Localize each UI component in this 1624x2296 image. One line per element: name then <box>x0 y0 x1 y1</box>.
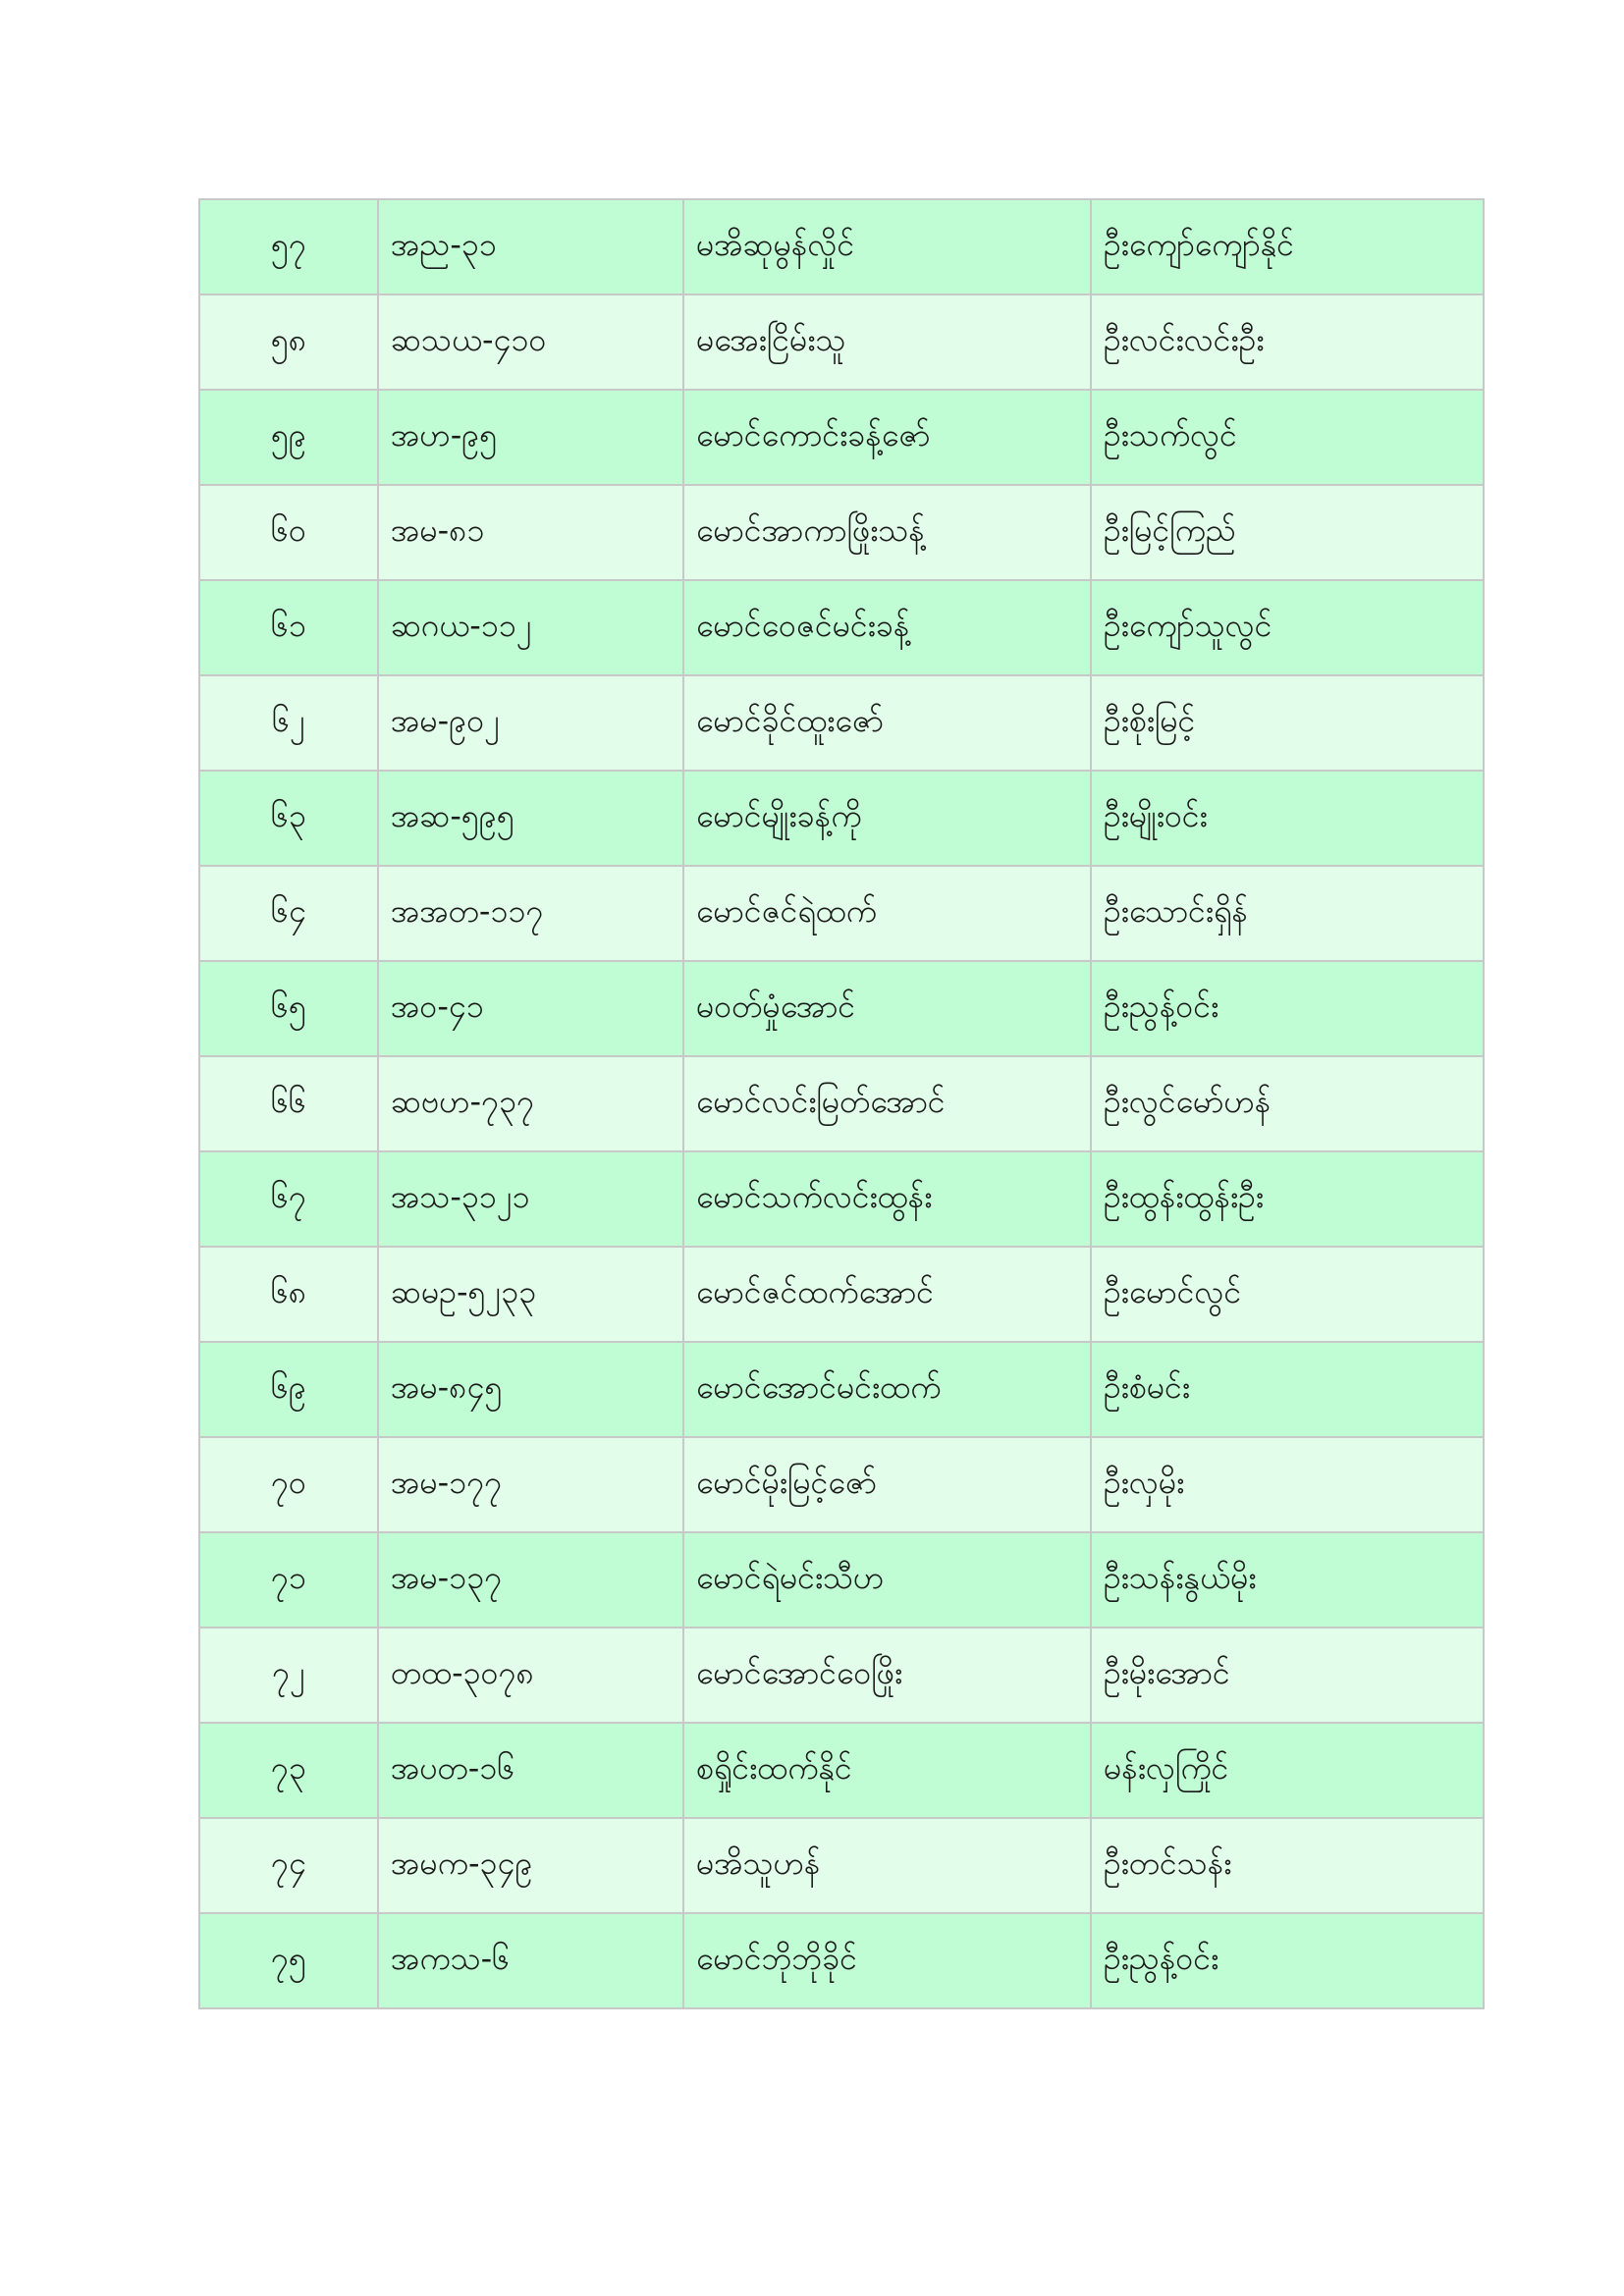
roll-number-cell: အဝ-၄၁ <box>378 961 683 1056</box>
father-name-cell: ဦးမိုးအောင် <box>1091 1628 1484 1723</box>
student-name-cell: မောင်ဘိုဘိုခိုင် <box>683 1913 1091 2008</box>
father-name-cell: ဦးမျိုးဝင်း <box>1091 771 1484 866</box>
student-name-cell: မောင်ခိုင်ထူးဇော် <box>683 675 1091 771</box>
table-row <box>199 866 1484 961</box>
father-name-cell: ဦးတင်သန်း <box>1091 1818 1484 1913</box>
table-row <box>199 294 1484 390</box>
father-name-cell: ဦးမောင်လွင် <box>1091 1247 1484 1342</box>
serial-number-cell: ၆၉ <box>199 1342 378 1437</box>
father-name-cell: ဦးထွန်းထွန်းဦး <box>1091 1151 1484 1247</box>
serial-number-cell: ၇၂ <box>199 1628 378 1723</box>
father-name-cell: ဦးစံမင်း <box>1091 1342 1484 1437</box>
serial-number-cell: ၅၇ <box>199 199 378 294</box>
roll-number-cell: အပတ-၁၆ <box>378 1723 683 1818</box>
father-name-cell: ဦးညွန့်ဝင်း <box>1091 1913 1484 2008</box>
roll-number-cell: အမ-၉၀၂ <box>378 675 683 771</box>
table-row <box>199 580 1484 675</box>
serial-number-cell: ၅၈ <box>199 294 378 390</box>
father-name-cell: ဦးသက်လွင် <box>1091 390 1484 485</box>
table-row <box>199 1532 1484 1628</box>
student-name-cell: မောင်လင်းမြတ်အောင် <box>683 1056 1091 1151</box>
serial-number-cell: ၆၇ <box>199 1151 378 1247</box>
roll-number-cell: ဆသယ-၄၁၀ <box>378 294 683 390</box>
student-name-cell: မအိဆုမွန်လှိုင် <box>683 199 1091 294</box>
student-table <box>198 198 1485 2009</box>
roll-number-cell: အအတ-၁၁၇ <box>378 866 683 961</box>
roll-number-cell: အဆ-၅၉၅ <box>378 771 683 866</box>
student-name-cell: မောင်မိုးမြင့်ဇော် <box>683 1437 1091 1532</box>
serial-number-cell: ၆၆ <box>199 1056 378 1151</box>
roll-number-cell: အဟ-၉၅ <box>378 390 683 485</box>
serial-number-cell: ၆၂ <box>199 675 378 771</box>
roll-number-cell: ဆဂယ-၁၁၂ <box>378 580 683 675</box>
serial-number-cell: ၆၁ <box>199 580 378 675</box>
student-name-cell: မအိသူဟန် <box>683 1818 1091 1913</box>
serial-number-cell: ၆၃ <box>199 771 378 866</box>
student-name-cell: မောင်မျိုးခန့်ကို <box>683 771 1091 866</box>
roll-number-cell: အမ-၈၄၅ <box>378 1342 683 1437</box>
serial-number-cell: ၆၄ <box>199 866 378 961</box>
roll-number-cell: တထ-၃၀၇၈ <box>378 1628 683 1723</box>
table-row <box>199 1628 1484 1723</box>
table-row <box>199 1723 1484 1818</box>
table-body <box>199 199 1484 2008</box>
roll-number-cell: ဆဗဟ-၇၃၇ <box>378 1056 683 1151</box>
student-name-cell: မောင်ဝေဇင်မင်းခန့် <box>683 580 1091 675</box>
table-row <box>199 390 1484 485</box>
father-name-cell: ဦးညွန့်ဝင်း <box>1091 961 1484 1056</box>
roll-number-cell: အည-၃၁ <box>378 199 683 294</box>
roll-number-cell: အမ-၁၃၇ <box>378 1532 683 1628</box>
serial-number-cell: ၇၅ <box>199 1913 378 2008</box>
student-name-cell: မောင်ဇင်ထက်အောင် <box>683 1247 1091 1342</box>
student-name-cell: မောင်အာကာဖြိုးသန့် <box>683 485 1091 580</box>
father-name-cell: ဦးလွင်မော်ဟန် <box>1091 1056 1484 1151</box>
student-name-cell: မောင်အောင်ဝေဖြိုး <box>683 1628 1091 1723</box>
student-name-cell: စရှိုင်းထက်နိုင် <box>683 1723 1091 1818</box>
serial-number-cell: ၅၉ <box>199 390 378 485</box>
serial-number-cell: ၆၅ <box>199 961 378 1056</box>
father-name-cell: ဦးကျော်ကျော်နိုင် <box>1091 199 1484 294</box>
student-name-cell: မောင်သက်လင်းထွန်း <box>683 1151 1091 1247</box>
serial-number-cell: ၇၄ <box>199 1818 378 1913</box>
father-name-cell: မန်းလှကြိုင် <box>1091 1723 1484 1818</box>
serial-number-cell: ၇၁ <box>199 1532 378 1628</box>
father-name-cell: ဦးစိုးမြင့် <box>1091 675 1484 771</box>
serial-number-cell: ၇၀ <box>199 1437 378 1532</box>
father-name-cell: ဦးသောင်းရှိန် <box>1091 866 1484 961</box>
table-row <box>199 485 1484 580</box>
roll-number-cell: ဆမဥ-၅၂၃၃ <box>378 1247 683 1342</box>
table-row <box>199 1342 1484 1437</box>
table-row <box>199 675 1484 771</box>
serial-number-cell: ၇၃ <box>199 1723 378 1818</box>
table-row <box>199 961 1484 1056</box>
table-row <box>199 1247 1484 1342</box>
roll-number-cell: အသ-၃၁၂၁ <box>378 1151 683 1247</box>
table-row <box>199 199 1484 294</box>
student-name-cell: မောင်ရဲမင်းသီဟ <box>683 1532 1091 1628</box>
table-row <box>199 1437 1484 1532</box>
father-name-cell: ဦးကျော်သူလွင် <box>1091 580 1484 675</box>
serial-number-cell: ၆၈ <box>199 1247 378 1342</box>
roll-number-cell: အကသ-၆ <box>378 1913 683 2008</box>
student-name-cell: မောင်ဇင်ရဲထက် <box>683 866 1091 961</box>
student-name-cell: မဝတ်မှုံအောင် <box>683 961 1091 1056</box>
serial-number-cell: ၆၀ <box>199 485 378 580</box>
father-name-cell: ဦးလင်းလင်းဦး <box>1091 294 1484 390</box>
table-row <box>199 1913 1484 2008</box>
roll-number-cell: အမက-၃၄၉ <box>378 1818 683 1913</box>
father-name-cell: ဦးလှမိုး <box>1091 1437 1484 1532</box>
table-row <box>199 1818 1484 1913</box>
father-name-cell: ဦးမြင့်ကြည် <box>1091 485 1484 580</box>
table-row <box>199 1056 1484 1151</box>
father-name-cell: ဦးသန်းနွယ်မိုး <box>1091 1532 1484 1628</box>
student-name-cell: မအေးငြိမ်းသူ <box>683 294 1091 390</box>
roll-number-cell: အမ-၈၁ <box>378 485 683 580</box>
table-row <box>199 771 1484 866</box>
student-name-cell: မောင်ကောင်းခန့်ဇော် <box>683 390 1091 485</box>
table-row <box>199 1151 1484 1247</box>
roll-number-cell: အမ-၁၇၇ <box>378 1437 683 1532</box>
student-name-cell: မောင်အောင်မင်းထက် <box>683 1342 1091 1437</box>
